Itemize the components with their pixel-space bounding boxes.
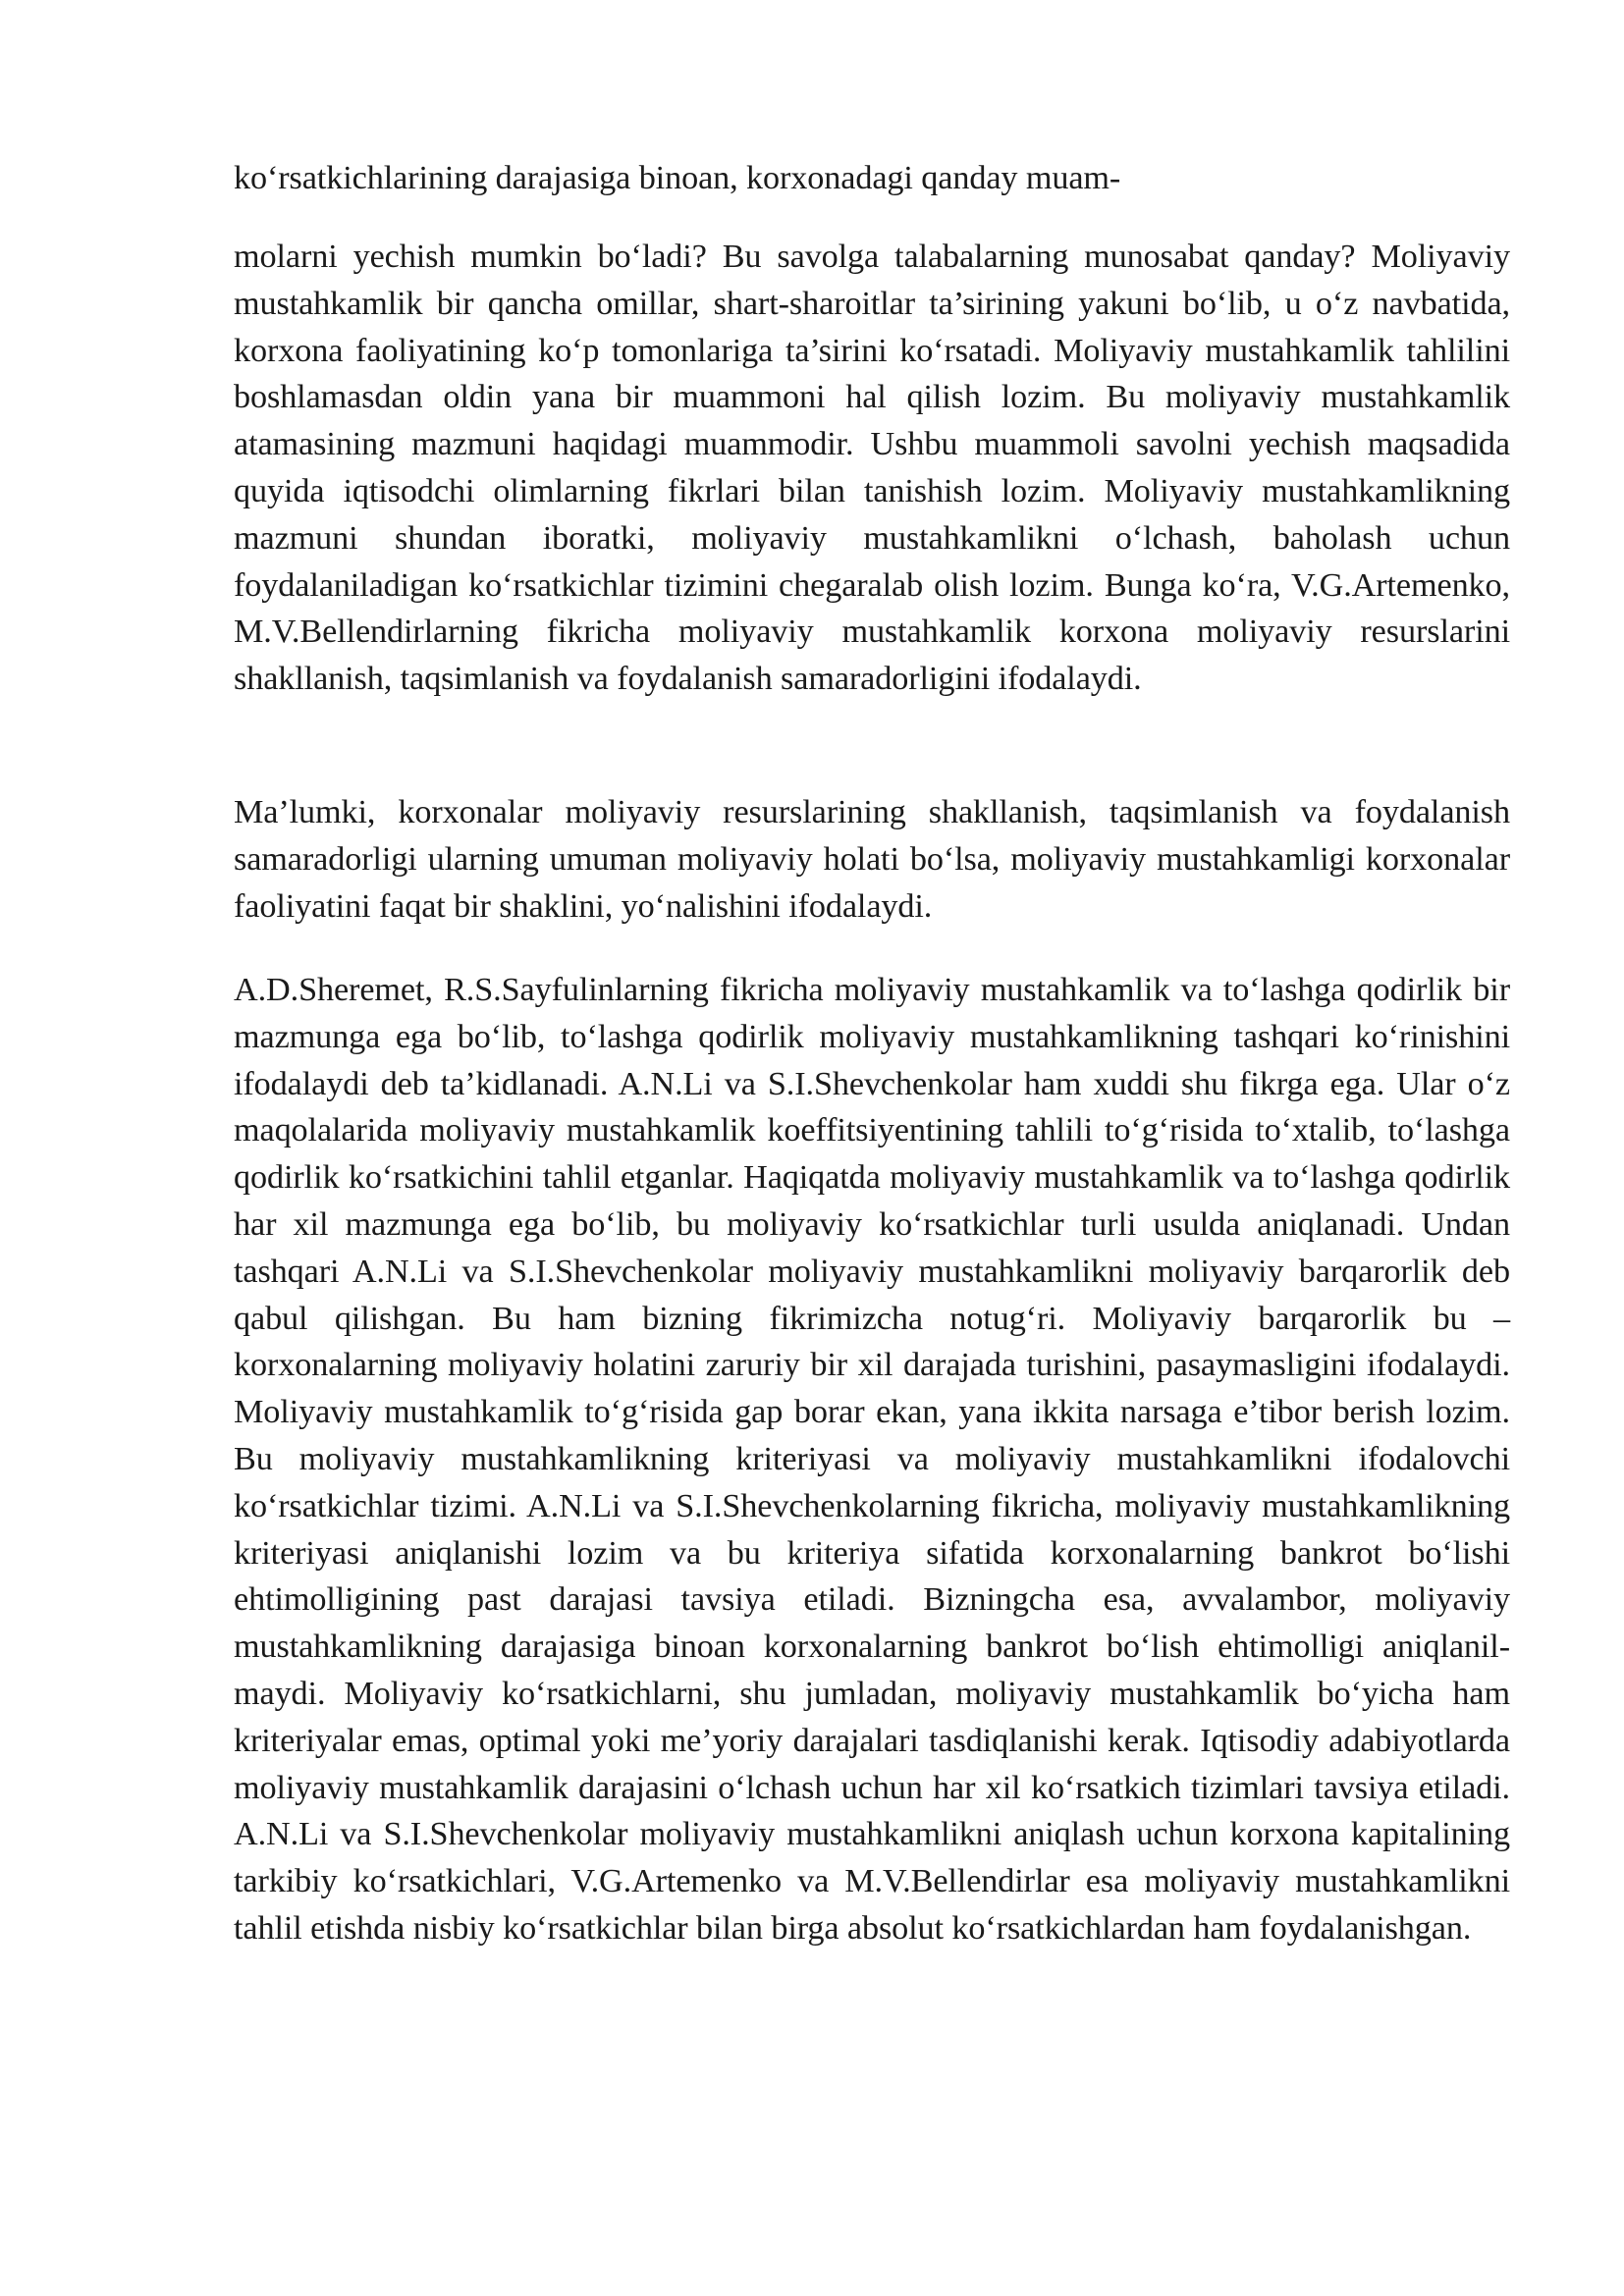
paragraph-2: Ma’lumki, korxonalar moliyaviy resurslarining shakllanish, taqsimlanish va foydalanish samaradorligi ularning umuman moliyaviy holati bo‘lsa, moliyaviy mustahkamligi korxonalar faoliyatini faqat bir shaklini, yo‘nalishini ifodalaydi. [234, 794, 1510, 925]
paragraph-3: A.D.Sheremet, R.S.Sayfulinlarning fikricha moliyaviy mustahkamlik va to‘lashga qodirlik bir mazmunga ega bo‘lib, to‘lashga qodirlik moliyaviy mustahkamlikning tashqari ko‘rinishini ifodalaydi deb ta’kidlanadi. A.N.Li va S.I.Shevchenkolar ham xuddi shu fikrga ega. Ular o‘z maqolalarida moliyaviy mustahkamlik koeffitsiyentining tahlili to‘g‘risida to‘xtalib, to‘lashga qodirlik ko‘rsatkichini tahlil etganlar. Haqiqatda moliyaviy mustahkamlik va to‘lashga qodirlik har xil mazmunga ega bo‘lib, bu moliyaviy ko‘rsatkichlar turli usulda aniqlanadi. Undan tashqari A.N.Li va S.I.Shevchenkolar moliyaviy mustahkamlikni moliyaviy barqarorlik deb qabul qilishgan. Bu ham bizning fikrimizcha notug‘ri. Moliyaviy barqarorlik bu – korxonalarning moliyaviy holatini zaruriy bir xil darajada turishini, pasaymasligini ifodalaydi. Moliyaviy mustahkamlik to‘g‘risida gap borar ekan, yana ikkita narsaga e’tibor berish lozim. Bu moliyaviy mustahkamlikning kriteriyasi va moliyaviy mustahkamlikni ifodalovchi ko‘rsatkichlar tizimi. A.N.Li va S.I.Shevchenkolarning fikricha, moliyaviy mustahkamlikning kriteriyasi aniqlanishi lozim va bu kriteriya sifatida korxonalarning bankrot bo‘lishi ehtimolligining past darajasi tavsiya etiladi. Bizningcha esa, avvalambor, moliyaviy mustahkamlikning darajasiga binoan korxonalarning bankrot bo‘lish ehtimolligi aniqlanil-maydi. Moliyaviy ko‘rsatkichlarni, shu jumladan, moliyaviy mustahkamlik bo‘yicha ham kriteriyalar emas, optimal yoki me’yoriy darajalari tasdiqlanishi kerak. Iqtisodiy adabiyotlarda moliyaviy mustahkamlik darajasini o‘lchash uchun har xil ko‘rsatkich tizimlari tavsiya etiladi. A.N.Li va S.I.Shevchenkolar moliyaviy mustahkamlikni aniqlash uchun korxona kapitalining tarkibiy ko‘rsatkichlari, V.G.Artemenko va M.V.Bellendirlar esa moliyaviy mustahkamlikni tahlil etishda nisbiy ko‘rsatkichlar bilan birga absolut ko‘rsatkichlardan ham foydalanishgan. [234, 972, 1510, 1947]
continued-line: ko‘rsatkichlarining darajasiga binoan, korxonadagi qanday muam- [234, 160, 1121, 196]
paragraph-1: molarni yechish mumkin bo‘ladi? Bu savolga talabalarning munosabat qanday? Moliyaviy mustahkamlik bir qancha omillar, shart-sharoitlar ta’sirining yakuni bo‘lib, u o‘z navbatida, korxona faoliyatining ko‘p tomonlariga ta’sirini ko‘rsatadi. Moliyaviy mustahkamlik tahlilini boshlamasdan oldin yana bir muammoni hal qilish lozim. Bu moliyaviy mustahkamlik atamasining mazmuni haqidagi muammodir. Ushbu muammoli savolni yechish maqsadida quyida iqtisodchi olimlarning fikrlari bilan tanishish lozim. Moliyaviy mustahkamlikning mazmuni shundan iboratki, moliyaviy mustahkamlikni o‘lchash, baholash uchun foydalaniladigan ko‘rsatkichlar tizimini chegaralab olish lozim. Bunga ko‘ra, V.G.Artemenko, M.V.Bellendirlarning fikricha moliyaviy mustahkamlik korxona moliyaviy resurslarini shakllanish, taqsimlanish va foydalanish samaradorligini ifodalaydi. [234, 239, 1510, 698]
